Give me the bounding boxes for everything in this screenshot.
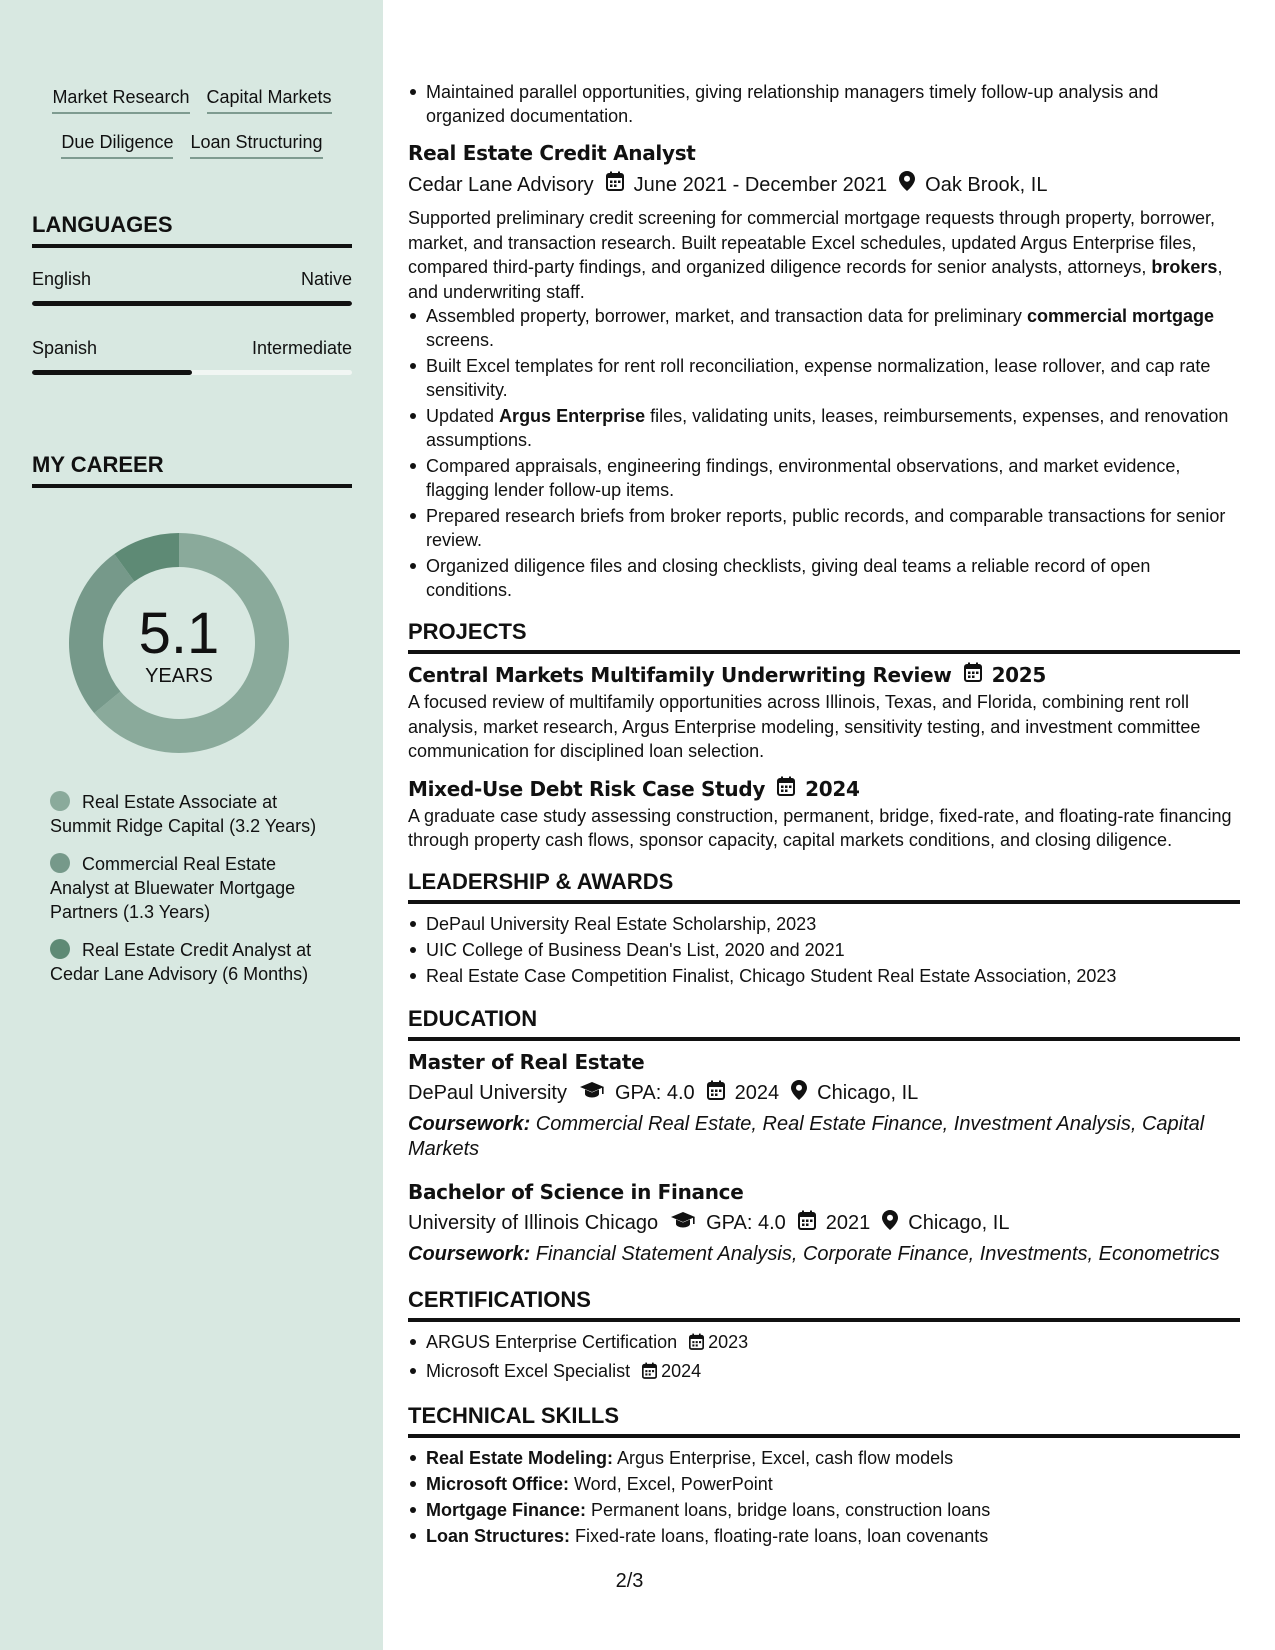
graduation-year: 2021 — [825, 1212, 871, 1234]
graduation-cap-icon — [579, 1080, 605, 1106]
location-pin-icon — [791, 1080, 807, 1107]
legend-dot-icon — [50, 853, 70, 873]
experience-entry — [408, 140, 1240, 602]
graduation-cap-icon — [670, 1210, 696, 1236]
certification-name: ARGUS Enterprise Certification — [426, 1331, 678, 1352]
calendar-icon — [642, 1361, 657, 1385]
coursework-text: Financial Statement Analysis, Corporate Finance, Investments, Econometrics — [530, 1242, 1220, 1265]
leadership-heading: LEADERSHIP & AWARDS — [408, 869, 1240, 904]
skills-row — [32, 86, 352, 114]
skill-label: Microsoft Office: — [426, 1473, 570, 1494]
coursework — [408, 1242, 1240, 1267]
summary-text: Supported preliminary credit screening for commercial mortgage requests through property, borrower, market, and transaction research. Built repeatable Excel schedules, updated Argus Enterprise files, compared third-party findings, and organized diligence records for senior analysts, attorneys, — [408, 208, 1216, 277]
location-pin-icon — [899, 171, 915, 198]
job-title: Real Estate Credit Analyst — [408, 141, 696, 165]
job-meta — [408, 171, 1240, 198]
main-content — [408, 0, 1240, 1550]
gpa: GPA: 4.0 — [706, 1212, 786, 1234]
location-pin-icon — [882, 1210, 898, 1237]
bullet-item: Compared appraisals, engineering findings, environmental observations, and market evidence, flagging lender follow-up items. — [408, 454, 1240, 502]
technical-skills-heading: TECHNICAL SKILLS — [408, 1403, 1240, 1438]
job-summary — [408, 206, 1240, 304]
certification-item — [408, 1359, 1240, 1385]
coursework-label: Coursework: — [408, 1112, 531, 1135]
skill-label: Real Estate Modeling: — [426, 1447, 614, 1468]
technical-skill-item — [408, 1498, 1240, 1522]
gpa: GPA: 4.0 — [614, 1082, 695, 1104]
language-english — [32, 268, 352, 306]
previous-job-bullets — [408, 80, 1240, 128]
graduation-year: 2024 — [734, 1082, 780, 1104]
bullet-item: DePaul University Real Estate Scholarship, 2023 — [408, 912, 1240, 936]
calendar-icon — [798, 1210, 816, 1237]
certification-year: 2023 — [708, 1331, 749, 1352]
school-name: DePaul University — [408, 1082, 567, 1104]
bullet-text: Assembled property, borrower, market, and transaction data for preliminary — [426, 306, 1027, 326]
technical-skills-list — [408, 1446, 1240, 1548]
language-name: English — [32, 269, 92, 289]
certifications-heading: CERTIFICATIONS — [408, 1287, 1240, 1322]
language-proficiency-bar — [32, 301, 352, 306]
certifications-list — [408, 1330, 1240, 1385]
bullet-text: screens. — [426, 330, 495, 350]
certification-item — [408, 1330, 1240, 1356]
bullet-text: files, validating units, leases, reimbursements, expenses, and renovation assumptions. — [426, 406, 1229, 450]
career-total-value: 5.1 — [138, 601, 220, 666]
certification-name: Microsoft Excel Specialist — [426, 1360, 631, 1381]
skill-label: Mortgage Finance: — [426, 1499, 587, 1520]
project-year: 2025 — [991, 663, 1047, 687]
language-level: Native — [300, 269, 352, 289]
skill-tag: Loan Structuring — [190, 131, 322, 159]
skill-tag: Market Research — [52, 86, 189, 114]
job-dates: June 2021 - December 2021 — [633, 173, 888, 196]
bullet-text: Updated — [426, 406, 500, 426]
legend-dot-icon — [50, 791, 70, 811]
projects-heading: PROJECTS — [408, 619, 1240, 654]
calendar-icon — [689, 1332, 704, 1356]
career-legend-item — [50, 852, 330, 924]
project-title-row — [408, 662, 1240, 688]
project-title: Central Markets Multifamily Underwriting Review — [408, 663, 952, 687]
certification-year: 2024 — [661, 1360, 702, 1381]
bullet-bold: commercial mortgage — [1026, 306, 1215, 326]
skill-tag: Due Diligence — [61, 131, 173, 159]
education-heading: EDUCATION — [408, 1006, 1240, 1041]
bullet-item — [408, 304, 1240, 352]
skill-label: Loan Structures: — [426, 1525, 571, 1546]
project-entry — [408, 662, 1240, 764]
languages-heading: LANGUAGES — [32, 212, 352, 248]
career-legend-label: Real Estate Credit Analyst at Cedar Lane Advisory (6 Months) — [50, 940, 312, 984]
career-legend-item — [50, 790, 330, 838]
skill-value: Permanent loans, bridge loans, construction loans — [586, 1499, 991, 1520]
project-title: Mixed-Use Debt Risk Case Study — [408, 776, 766, 801]
language-spanish — [32, 337, 352, 375]
legend-dot-icon — [50, 939, 70, 959]
education-meta — [408, 1210, 1240, 1237]
skill-value: Fixed-rate loans, floating-rate loans, loan covenants — [570, 1525, 989, 1546]
leadership-list — [408, 912, 1240, 988]
project-description: A graduate case study assessing construction, permanent, bridge, fixed-rate, and floating-rate financing through property cash flows, sponsor capacity, capital markets conditions, and closing diligence. — [408, 805, 1232, 850]
education-entry — [408, 1179, 1240, 1267]
school-location: Chicago, IL — [908, 1212, 1010, 1234]
career-legend — [50, 790, 330, 1000]
skill-value: Word, Excel, PowerPoint — [569, 1473, 773, 1494]
coursework — [408, 1112, 1240, 1162]
career-legend-label: Commercial Real Estate Analyst at Bluewater Mortgage Partners (1.3 Years) — [50, 854, 296, 922]
career-heading: MY CAREER — [32, 452, 352, 488]
page-number — [0, 1570, 1275, 1593]
career-total-unit: YEARS — [145, 665, 213, 687]
school-name: University of Illinois Chicago — [408, 1212, 659, 1234]
skill-tag: Capital Markets — [207, 86, 332, 114]
page-number-text: 2/3 — [615, 1570, 644, 1592]
project-year: 2024 — [805, 776, 860, 801]
skills-row — [32, 131, 352, 159]
technical-skill-item — [408, 1446, 1240, 1470]
calendar-icon — [964, 662, 982, 688]
summary-text: , and underwriting staff. — [408, 257, 1223, 302]
skills-tags — [32, 86, 352, 176]
skill-value: Argus Enterprise, Excel, cash flow models — [613, 1447, 954, 1468]
bullet-item — [408, 404, 1240, 452]
degree-title: Master of Real Estate — [408, 1049, 645, 1074]
bullet-item: Maintained parallel opportunities, giving relationship managers timely follow-up analysis and organized documentation. — [408, 80, 1240, 128]
language-level: Intermediate — [251, 338, 352, 358]
school-location: Chicago, IL — [817, 1082, 919, 1104]
project-entry — [408, 776, 1240, 853]
technical-skill-item — [408, 1472, 1240, 1496]
bullet-item: Built Excel templates for rent roll reconciliation, expense normalization, lease rollover, and cap rate sensitivity. — [408, 354, 1240, 402]
job-location: Oak Brook, IL — [925, 173, 1048, 196]
degree-title: Bachelor of Science in Finance — [408, 1179, 744, 1204]
bullet-item: UIC College of Business Dean's List, 2020 and 2021 — [408, 938, 1240, 962]
bullet-item: Organized diligence files and closing checklists, giving deal teams a reliable record of open conditions. — [408, 554, 1240, 602]
calendar-icon — [606, 171, 624, 198]
bullet-item: Prepared research briefs from broker reports, public records, and comparable transactions for senior review. — [408, 504, 1240, 552]
language-proficiency-bar — [32, 370, 352, 375]
language-name: Spanish — [32, 338, 98, 358]
coursework-label: Coursework: — [408, 1242, 531, 1265]
calendar-icon — [707, 1080, 725, 1107]
job-company: Cedar Lane Advisory — [408, 173, 594, 196]
career-legend-label: Real Estate Associate at Summit Ridge Capital (3.2 Years) — [50, 792, 317, 836]
technical-skill-item — [408, 1524, 1240, 1548]
calendar-icon — [777, 776, 795, 802]
career-donut-chart — [66, 530, 292, 756]
sidebar — [0, 0, 383, 1650]
job-bullets — [408, 304, 1240, 602]
bullet-bold: Argus Enterprise — [499, 406, 646, 426]
coursework-text: Commercial Real Estate, Real Estate Finance, Investment Analysis, Capital Markets — [408, 1112, 1205, 1160]
language-proficiency-fill — [32, 370, 192, 375]
education-entry — [408, 1049, 1240, 1162]
project-description: A focused review of multifamily opportunities across Illinois, Texas, and Florida, combining rent roll analysis, market research, Argus Enterprise modeling, sensitivity testing, and investment committee communication for disciplined loan selection. — [408, 692, 1201, 761]
language-proficiency-fill — [32, 301, 352, 306]
project-title-row — [408, 776, 1240, 802]
education-meta — [408, 1080, 1240, 1107]
summary-bold: brokers — [1151, 257, 1218, 277]
career-legend-item — [50, 938, 330, 986]
bullet-item: Real Estate Case Competition Finalist, Chicago Student Real Estate Association, 2023 — [408, 964, 1240, 988]
